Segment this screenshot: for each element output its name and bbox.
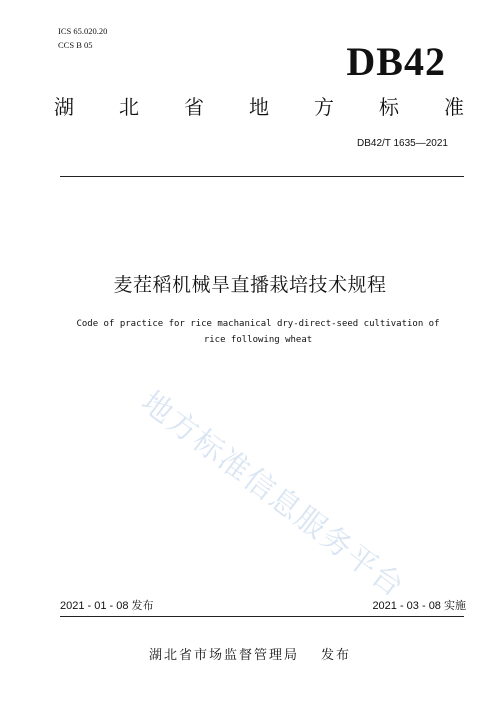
watermark: 地方标准信息服务平台 [134,384,412,606]
standard-type-heading [54,94,464,120]
heading-char: 方 [314,95,334,119]
heading-char: 标 [379,95,399,119]
heading-char: 北 [119,95,139,119]
issuer-name: 湖北省市场监督管理局 [148,648,299,663]
bottom-divider [60,616,464,617]
english-title [58,316,458,348]
ics-code: ICS 65.020.20 [58,26,108,36]
classification-codes [58,24,107,52]
heading-char: 湖 [54,95,74,119]
heading-char: 准 [444,95,464,119]
heading-char: 省 [184,95,204,119]
top-divider [60,176,464,177]
english-title-line: Code of practice for rice machanical dry-direct-seed cultivation of [76,319,440,329]
standard-number: DB42/T 1635—2021 [357,138,448,149]
db-code: DB42 [346,39,446,84]
publish-date: 2021 - 01 - 08 发布 [60,600,154,612]
issuer-action: 发布 [321,648,352,663]
document-title: 麦茬稻机械旱直播栽培技术规程 [113,274,387,296]
english-title-line: rice following wheat [203,335,313,345]
heading-char: 地 [249,95,269,119]
ccs-code: CCS B 05 [58,40,93,50]
issuer-line [0,644,500,663]
implement-date: 2021 - 03 - 08 实施 [372,600,466,612]
